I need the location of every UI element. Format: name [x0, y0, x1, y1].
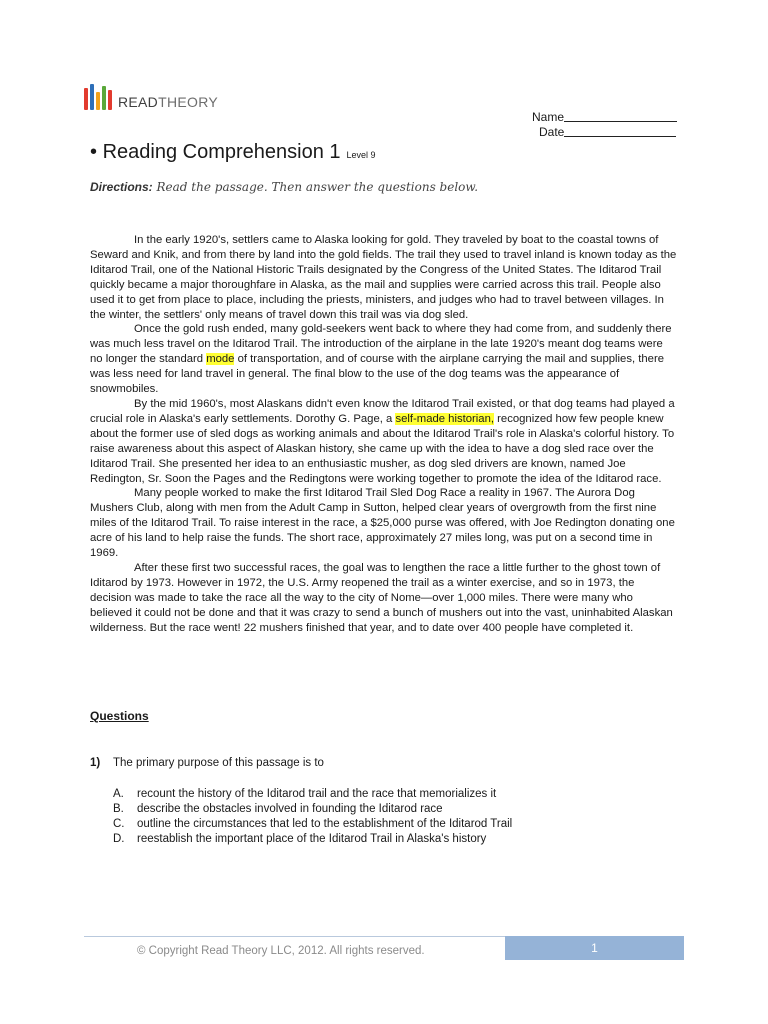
book-bar	[96, 92, 100, 110]
questions-heading: Questions	[90, 709, 149, 723]
answer-option-c[interactable]: C. outline the circumstances that led to the establishment of the Iditarod Trail	[113, 818, 513, 830]
book-bar	[90, 84, 94, 110]
question-1	[90, 757, 324, 769]
readtheory-logo	[84, 84, 218, 110]
book-bar	[84, 88, 88, 110]
level-label: Level 9	[346, 150, 376, 160]
answer-options	[113, 787, 512, 847]
reading-passage	[90, 233, 678, 635]
name-date-fields	[532, 110, 677, 140]
title-text: Reading Comprehension 1	[102, 141, 341, 163]
paragraph-3: By the mid 1960's, most Alaskans didn't even know the Iditarod Trail existed, or that dog teams had played a crucial role in Alaska's early settlements. Dorothy G. Page, a self-made historian, recognized how few people knew about the former use of sled dogs as working animals and about the Iditarod Trail's role in Alaska's colorful history. To raise awareness about this aspect of Alaskan history, she came up with the idea to have a dog sled race over the Iditarod Trail. She presented her idea to an enthusiastic musher, as dog sled drivers are known, named Joe Redington, Sr. Soon the Pages and the Redingtons were working together to promote the idea of the Iditarod race.	[90, 397, 675, 485]
book-bar	[102, 86, 106, 110]
paragraph-4: Many people worked to make the first Iditarod Trail Sled Dog Race a reality in 1967. The Aurora Dog Mushers Club, along with men from the Adult Camp in Sutton, helped clear years of overgrowth from the first nine miles of the Iditarod Trail. To raise interest in the race, a $25,000 purse was offered, with Joe Redington donating one acre of his land to help raise the funds. The short race, approximately 27 miles long, was put on a second time in 1969.	[90, 487, 675, 560]
paragraph-5: After these first two successful races, the goal was to lengthen the race a little further to the ghost town of Iditarod by 1973. However in 1972, the U.S. Army reopened the trail as a winter exercise, and so in 1973, the decision was made to take the race all the way to the city of Nome—over 1,000 miles. There were many who believed it could not be done and that it was crazy to send a bunch of mushers out into the vast, uninhabited Alaskan wilderness. But the race went! 22 mushers finished that year, and to date over 400 people have completed it.	[90, 561, 673, 634]
page-number: 1	[505, 936, 684, 960]
paragraph-1: In the early 1920's, settlers came to Alaska looking for gold. They traveled by boat to the coastal towns of Seward and Knik, and from there by land into the gold fields. The trail they used to travel inland is known today as the Iditarod Trail, one of the National Historic Trails designated by the Congress of the United States. The Iditarod Trail quickly became a major thoroughfare in Alaska, as the mail and supplies were carried across this trail. People also used it to get from place to place, including the priests, ministers, and judges who had to travel between villages. In the winter, the settlers' only means of travel down this trail was via dog sled.	[90, 234, 677, 321]
date-label: Date	[539, 125, 565, 139]
name-field[interactable]	[532, 110, 677, 125]
highlighted-word-mode: mode	[206, 353, 235, 366]
book-bar	[108, 90, 112, 110]
answer-option-d[interactable]: D. reestablish the important place of the Iditarod Trail in Alaska's history	[113, 833, 487, 845]
paragraph-2: Once the gold rush ended, many gold-seekers went back to where they had come from, and suddenly there was much less travel on the Iditarod Trail. The introduction of the airplane in the late 1920's meant dog teams were no longer the standard mode of transportation, and of course with the airplane carrying the mail and supplies, there was less need for land travel in general. The final blow to the use of the dog teams was the appearance of snowmobiles.	[90, 323, 672, 396]
answer-option-a[interactable]: A. recount the history of the Iditarod trail and the race that memorializes it	[113, 788, 497, 800]
books-icon	[84, 84, 112, 110]
brand-name: READTHEORY	[118, 94, 218, 110]
copyright-notice: © Copyright Read Theory LLC, 2012. All rights reserved.	[137, 945, 425, 957]
highlighted-phrase-historian: self-made historian,	[395, 412, 495, 425]
question-text: The primary purpose of this passage is to	[113, 757, 324, 769]
directions-label: Directions:	[90, 180, 153, 194]
directions	[90, 180, 478, 194]
name-blank[interactable]	[564, 110, 677, 122]
directions-text: Read the passage. Then answer the questions below.	[156, 180, 479, 194]
date-field[interactable]	[532, 125, 677, 140]
title-bullet: •	[90, 141, 98, 163]
date-blank[interactable]	[564, 125, 676, 137]
question-number: 1)	[90, 757, 101, 769]
name-label: Name	[532, 110, 565, 124]
answer-option-b[interactable]: B. describe the obstacles involved in founding the Iditarod race	[113, 803, 443, 815]
page-title	[90, 141, 376, 164]
